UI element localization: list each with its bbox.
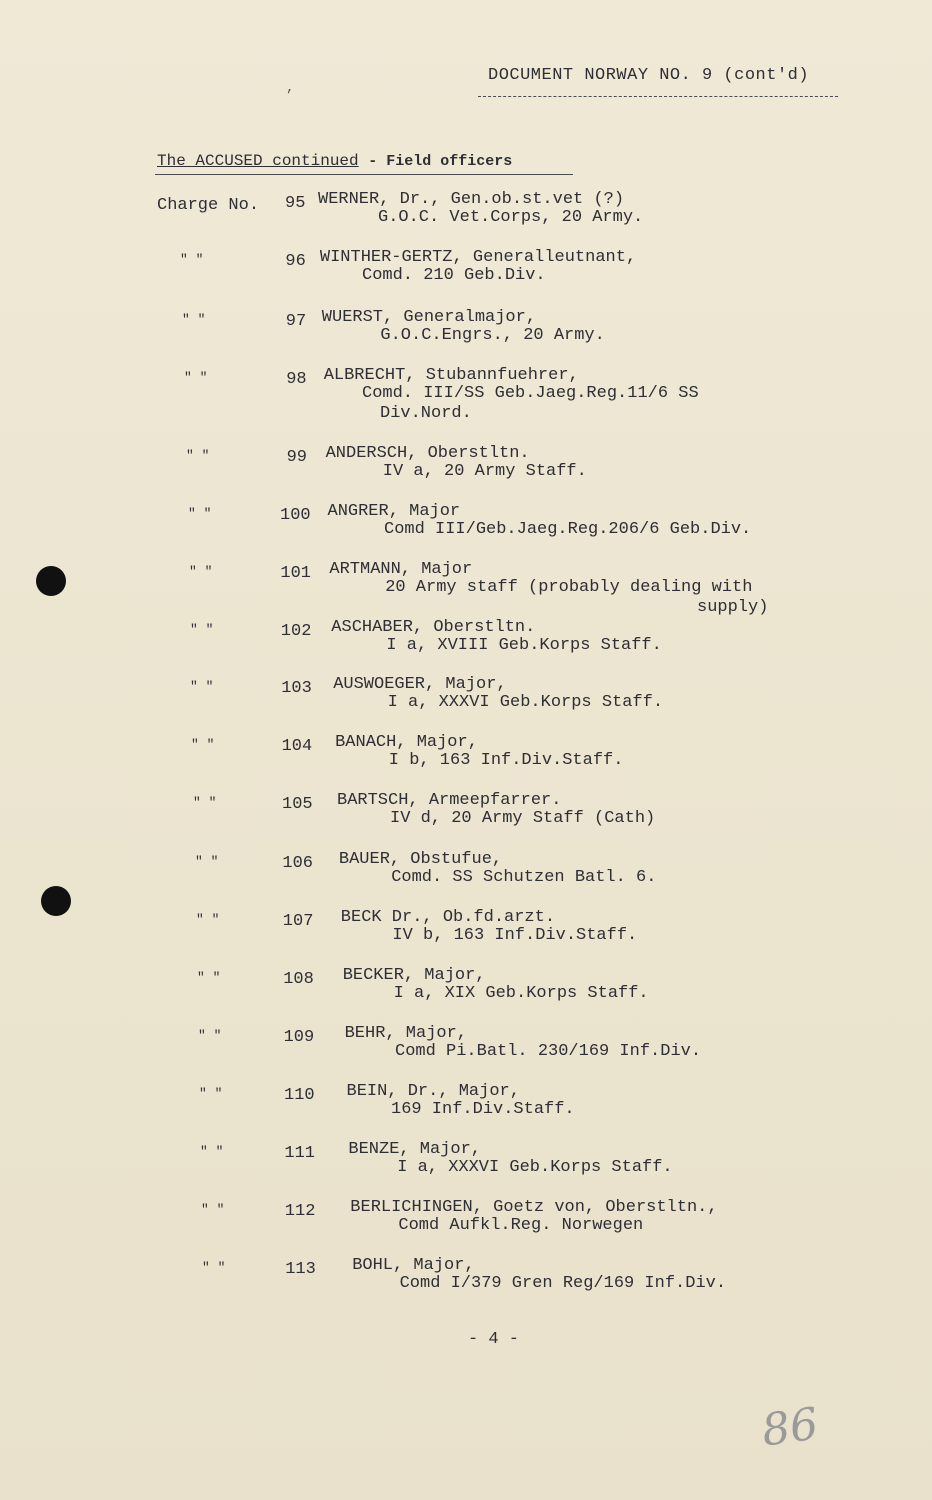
accused-position: IV b, 163 Inf.Div.Staff.: [392, 926, 638, 945]
accused-position: Comd III/Geb.Jaeg.Reg.206/6 Geb.Div.: [384, 520, 752, 539]
charge-label: " ": [180, 252, 204, 267]
accused-name: BECKER, Major,: [342, 966, 486, 985]
charge-number: 99: [286, 448, 307, 467]
charge-label: " ": [200, 1144, 224, 1159]
charge-label: " ": [197, 970, 221, 985]
charge-label: " ": [190, 679, 214, 694]
accused-position: I a, XIX Geb.Korps Staff.: [393, 984, 649, 1003]
header-rule: [478, 96, 838, 97]
accused-position-continued: Div.Nord.: [380, 404, 472, 423]
accused-position: IV a, 20 Army Staff.: [382, 462, 587, 481]
section-heading: [157, 152, 512, 170]
charge-label: " ": [202, 1260, 226, 1275]
accused-name: BECK Dr., Ob.fd.arzt.: [340, 908, 556, 927]
charge-number: 104: [281, 737, 313, 756]
charge-number: 112: [284, 1202, 316, 1221]
charge-number: 101: [280, 564, 311, 583]
accused-position: I a, XXXVI Geb.Korps Staff.: [397, 1158, 673, 1177]
accused-position: I a, XXXVI Geb.Korps Staff.: [387, 693, 664, 712]
charge-number: 113: [285, 1260, 316, 1279]
charge-label: " ": [188, 506, 212, 521]
charge-label: " ": [193, 795, 217, 810]
charge-number: 98: [286, 370, 307, 389]
accused-name: BANACH, Major,: [335, 733, 478, 752]
charge-number: 108: [283, 970, 314, 989]
accused-name: BERLICHINGEN, Goetz von, Oberstltn.,: [350, 1198, 718, 1217]
charge-label: " ": [196, 912, 220, 927]
charge-label: " ": [186, 448, 210, 463]
charge-number: 110: [284, 1086, 315, 1105]
charge-number: 102: [280, 622, 312, 641]
accused-name: ARTMANN, Major: [329, 560, 473, 579]
accused-name: BEIN, Dr., Major,: [346, 1082, 520, 1101]
accused-name: WUERST, Generalmajor,: [321, 308, 537, 327]
punch-hole: [36, 566, 66, 596]
document-header: DOCUMENT NORWAY NO. 9 (cont'd): [488, 66, 810, 85]
punch-hole: [41, 886, 71, 916]
accused-name: ANDERSCH, Oberstltn.: [325, 444, 530, 463]
charge-number: 97: [285, 312, 307, 331]
charge-label: Charge No.: [157, 196, 260, 215]
accused-position: Comd. 210 Geb.Div.: [362, 266, 546, 285]
charge-number: 105: [282, 795, 313, 814]
charge-number: 111: [284, 1144, 315, 1163]
accused-name: ANGRER, Major: [327, 502, 461, 521]
charge-label: " ": [199, 1086, 223, 1101]
accused-position: 20 Army staff (probably dealing with: [385, 578, 753, 597]
accused-position: G.O.C. Vet.Corps, 20 Army.: [378, 208, 644, 227]
charge-number: 109: [283, 1028, 315, 1047]
handwritten-folio-number: 86: [758, 1398, 822, 1457]
accused-name: BEHR, Major,: [344, 1024, 468, 1043]
accused-name: WERNER, Dr., Gen.ob.st.vet (?): [318, 190, 625, 209]
accused-position: Comd. SS Schutzen Batl. 6.: [391, 868, 657, 887]
accused-position: IV d, 20 Army Staff (Cath): [390, 809, 656, 828]
section-subtitle: - Field officers: [368, 153, 513, 170]
accused-name: ALBRECHT, Stubannfuehrer,: [323, 366, 579, 385]
charge-label: " ": [189, 564, 213, 579]
accused-name: BARTSCH, Armeepfarrer.: [337, 791, 562, 810]
charge-number: 95: [285, 194, 306, 213]
accused-name: BAUER, Obstufue,: [338, 850, 503, 869]
accused-name: WINTHER-GERTZ, Generalleutnant,: [319, 248, 637, 267]
accused-position: 169 Inf.Div.Staff.: [391, 1100, 575, 1119]
charge-label: " ": [182, 312, 206, 327]
charge-label: " ": [198, 1028, 222, 1043]
charge-number: 100: [280, 506, 311, 525]
accused-position: I b, 163 Inf.Div.Staff.: [388, 751, 624, 770]
page-number: - 4 -: [468, 1330, 520, 1349]
accused-position: Comd Aufkl.Reg. Norwegen: [398, 1216, 644, 1235]
accused-position: I a, XVIII Geb.Korps Staff.: [386, 636, 662, 655]
accused-position: Comd I/379 Gren Reg/169 Inf.Div.: [399, 1274, 727, 1293]
accused-name: BOHL, Major,: [352, 1256, 475, 1275]
charge-number: 96: [285, 252, 306, 271]
charge-label: " ": [195, 854, 219, 869]
accused-position: Comd. III/SS Geb.Jaeg.Reg.11/6 SS: [362, 384, 699, 403]
charge-label: " ": [184, 370, 208, 385]
accused-name: ASCHABER, Oberstltn.: [331, 618, 536, 637]
section-rule: [155, 174, 573, 175]
charge-number: 106: [282, 854, 313, 873]
accused-position-continued: supply): [697, 598, 769, 617]
charge-label: " ": [191, 737, 215, 752]
charge-label: " ": [201, 1202, 225, 1217]
charge-number: 103: [281, 679, 312, 698]
charge-number: 107: [282, 912, 314, 931]
section-title: The ACCUSED continued: [157, 152, 359, 170]
accused-name: BENZE, Major,: [348, 1140, 482, 1159]
charge-label: " ": [190, 622, 214, 637]
accused-name: AUSWOEGER, Major,: [333, 675, 507, 694]
accused-position: G.O.C.Engrs., 20 Army.: [380, 326, 605, 345]
accused-position: Comd Pi.Batl. 230/169 Inf.Div.: [395, 1042, 702, 1061]
stray-mark: ,: [286, 80, 295, 96]
